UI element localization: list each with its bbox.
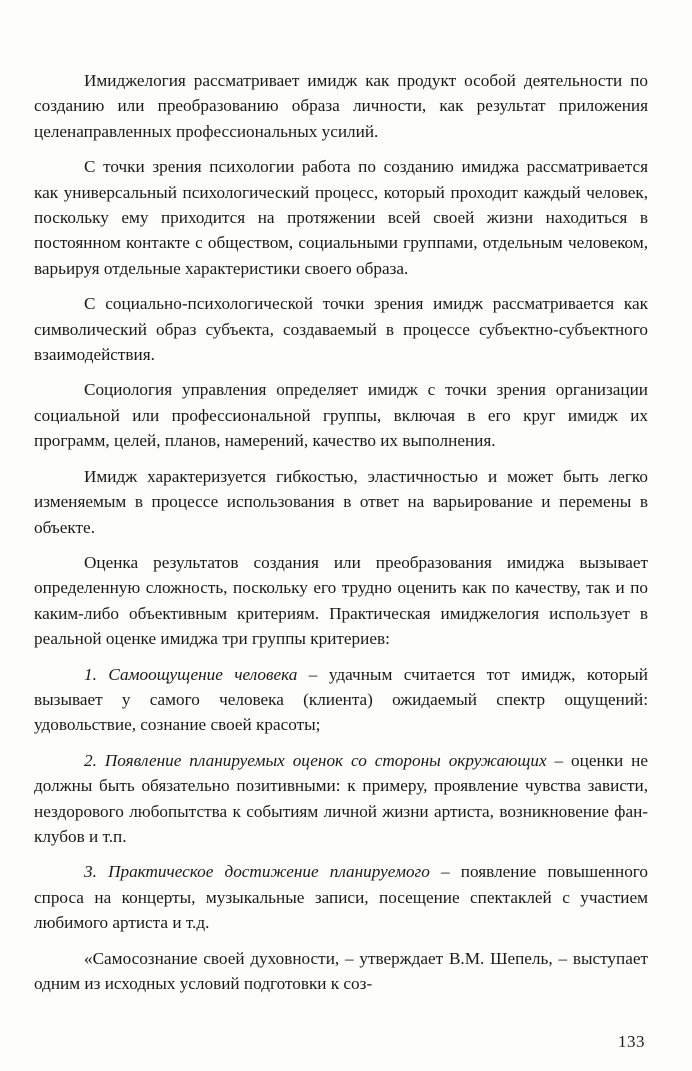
paragraph-text: «Самосознание своей духовности, – утверждает В.М. Шепель, – выступает одним из исходных условий подготовки к соз- [34,948,648,993]
page-number: 133 [618,1032,645,1051]
criterion-text: – удачным считается тот имидж, который вызывает у самого человека (клиента) ожидаемый спектр ощущений: удовольствие, сознание своей красоты; [34,664,648,735]
paragraph [34,464,648,540]
paragraph [34,550,648,652]
criterion-title: 2. Появление планируемых оценок со стороны окружающих [84,750,547,770]
paragraph [34,68,648,144]
paragraph [34,946,648,997]
criterion-title: 1. Самоощущение человека [84,664,298,684]
paragraph [34,377,648,453]
paragraph-text: Имидж характеризуется гибкостью, эластичностью и может быть легко изменяемым в процессе использования в ответ на варьирование и перемены в объекте. [34,466,648,537]
paragraph-text: Оценка результатов создания или преобразования имиджа вызывает определенную сложность, поскольку его трудно оценить как по качеству, так и по каким-либо объективным критериям. Практическая имиджелогия использует в реальной оценке имиджа три группы критериев: [34,552,648,649]
paragraph-text: С социально-психологической точки зрения имидж рассматривается как символический образ субъекта, создаваемый в процессе субъектно-субъектного взаимодействия. [34,294,648,365]
paragraph-text: Социология управления определяет имидж с точки зрения организации социальной или профессиональной группы, включая в его круг имидж их программ, целей, планов, намерений, качество их выполнения. [34,380,648,451]
criterion-item [34,662,648,738]
criterion-item [34,748,648,850]
criterion-item [34,859,648,935]
paragraph-text: Имиджелогия рассматривает имидж как продукт особой деятельности по созданию или преобразованию образа личности, как результат приложения целенаправленных профессиональных усилий. [34,71,648,141]
paragraph [34,154,648,281]
criterion-title: 3. Практическое достижение планируемого [84,862,430,882]
criterion-text: – появление повышенного спроса на концерты, музыкальные записи, посещение спектаклей с участием любимого артиста и т.д. [34,862,649,933]
page-body [34,68,648,1006]
criterion-text: – оценки не должны быть обязательно позитивными: к примеру, проявление чувства зависти, нездорового любопытства к событиям личной жизни артиста, возникновение фан-клубов и т.п. [34,750,648,846]
paragraph [34,291,648,367]
paragraph-text: С точки зрения психологии работа по созданию имиджа рассматривается как универсальный психологический процесс, который проходит каждый человек, поскольку ему приходится на протяжении всей своей жизни находиться в постоянном контакте с обществом, социальными группами, отдельным человеком, варьируя отдельные характеристики своего образа. [34,157,648,278]
